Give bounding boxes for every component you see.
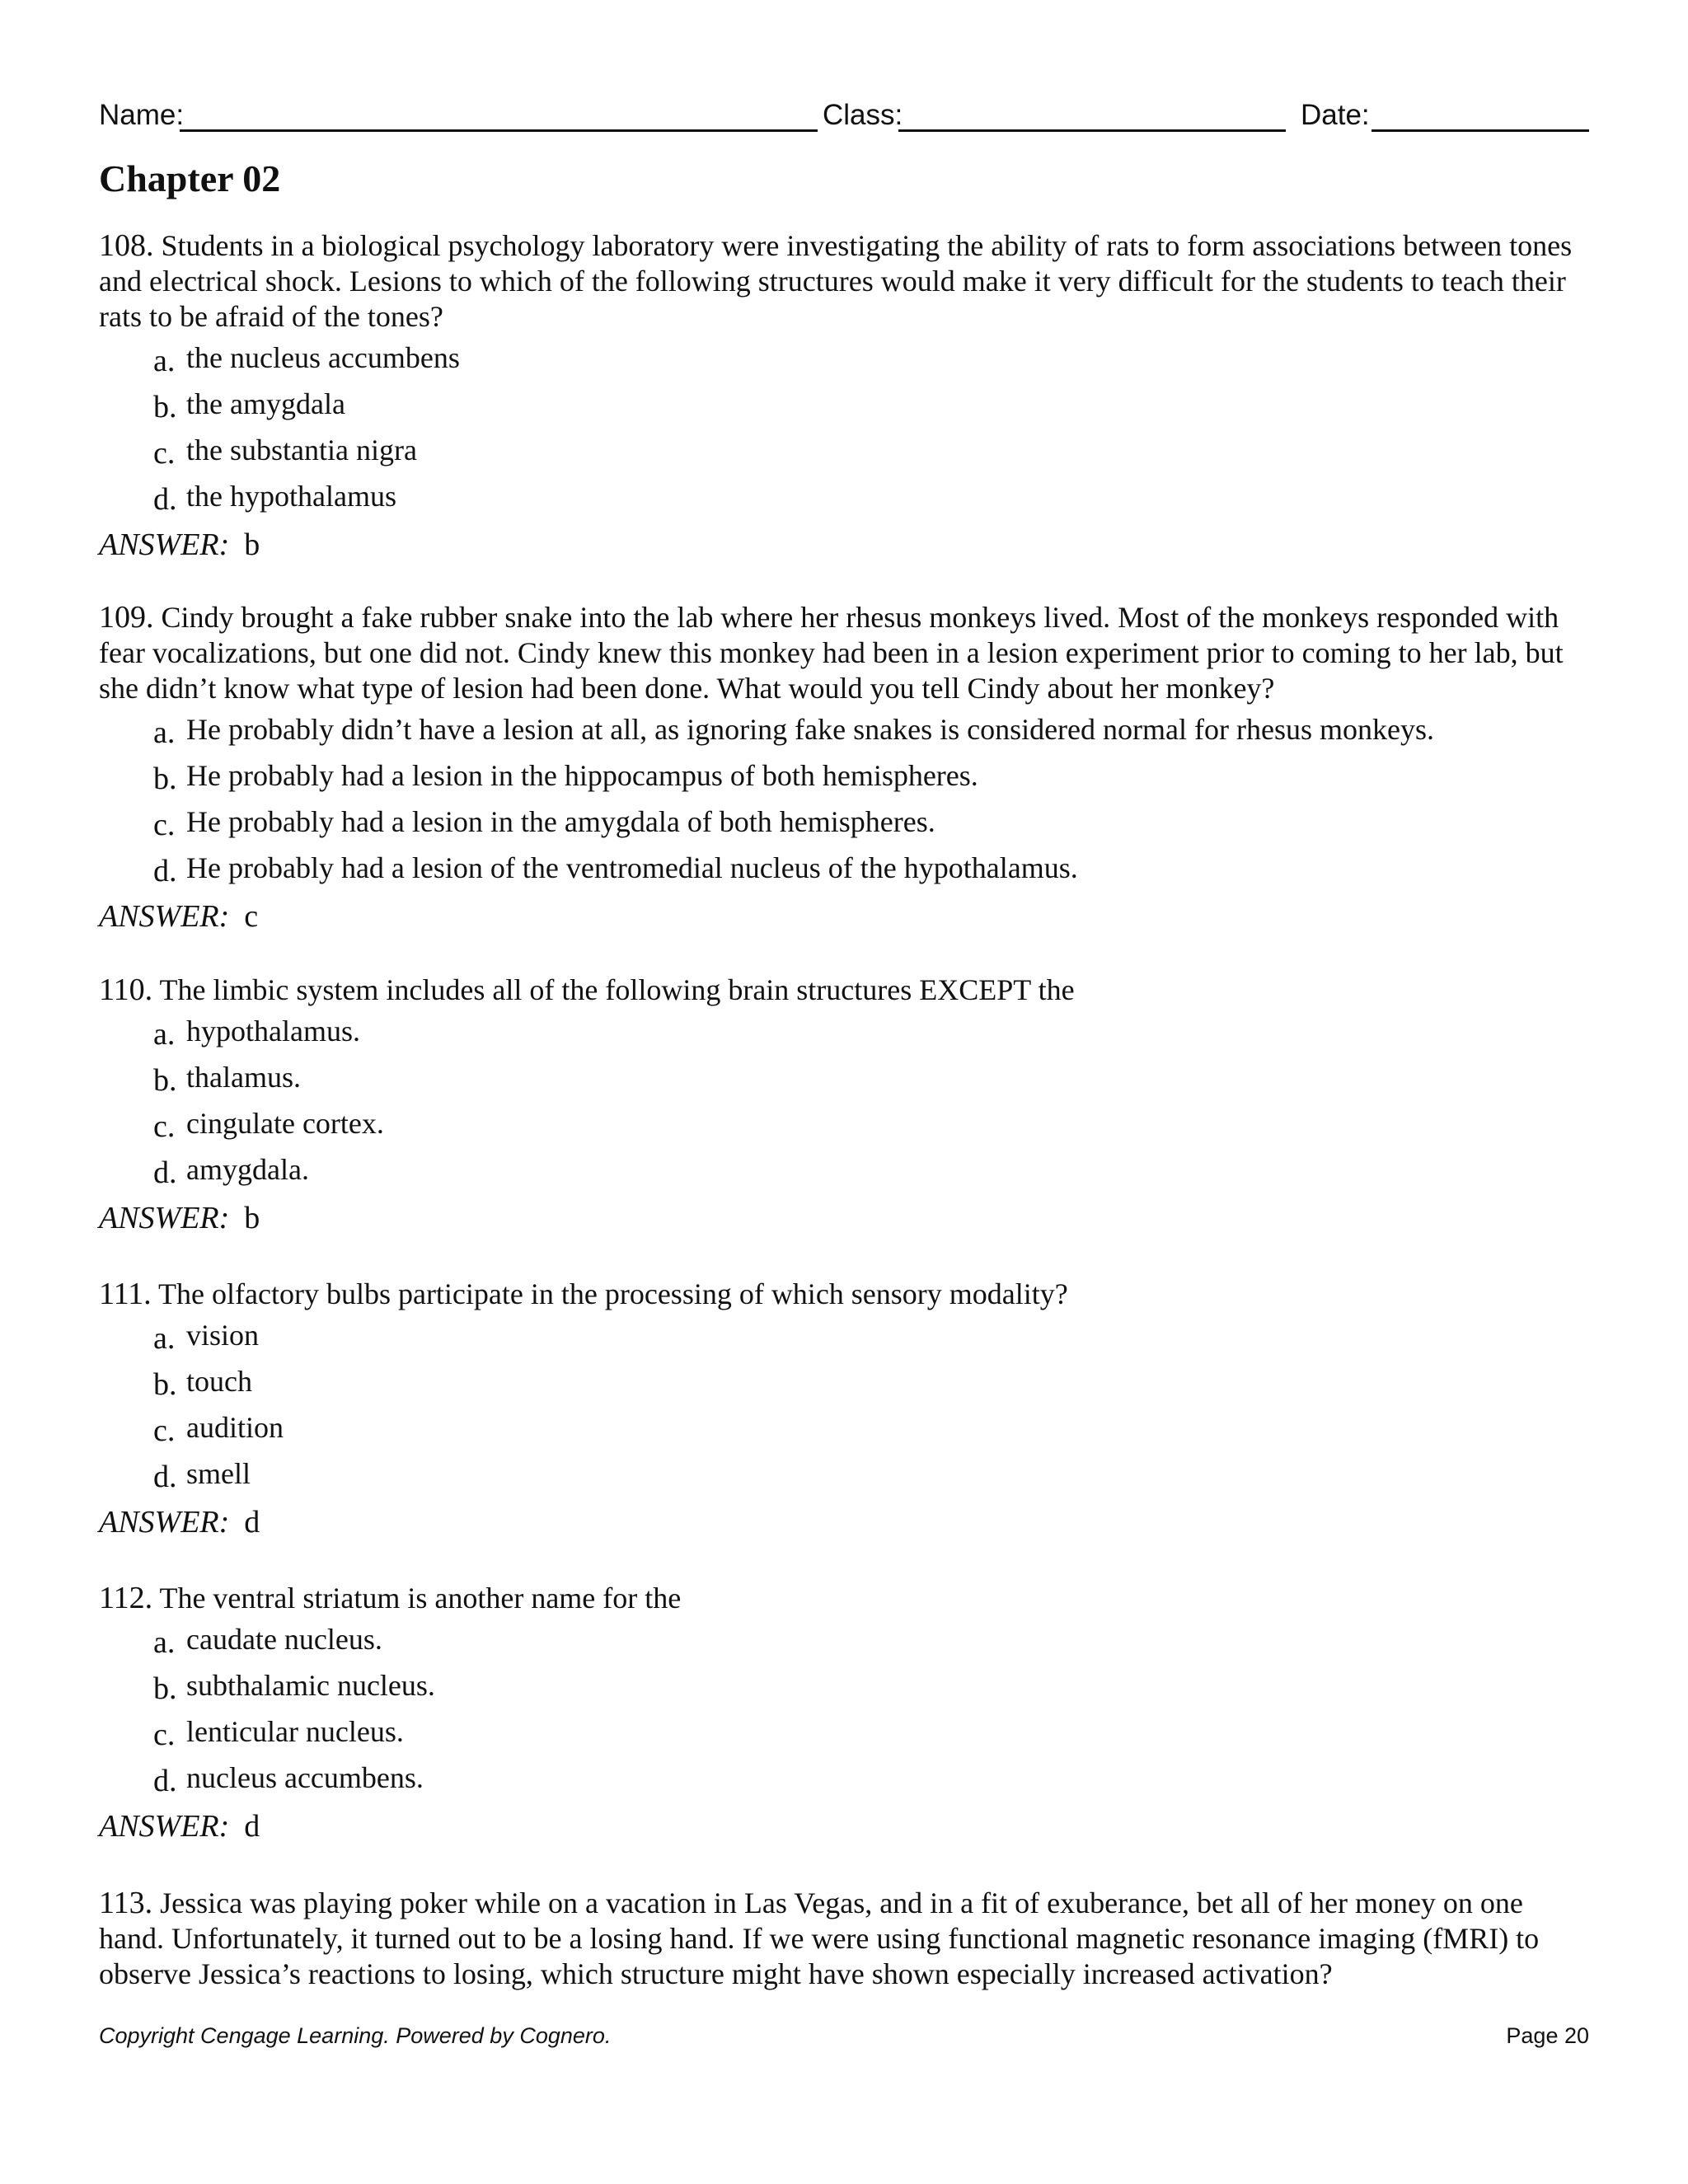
option-text: He probably had a lesion of the ventromedial nucleus of the hypothalamus.: [186, 851, 1078, 884]
option-letter: d.: [153, 1460, 177, 1494]
question-text: Cindy brought a fake rubber snake into the lab where her rhesus monkeys lived. Most of the monkeys responded with fear vocalizations, but one did not. Cindy knew this monkey had been in a lesion experiment prior to coming to her lab, but she didn’t know what type of lesion had been done. What would you tell Cindy about her monkey?: [99, 601, 1564, 705]
option-text: He probably had a lesion in the amygdala of both hemispheres.: [186, 805, 935, 838]
answer-value: d: [244, 1505, 260, 1540]
question-stem: [99, 1886, 1574, 1992]
option-c[interactable]: [99, 1713, 1574, 1760]
answer-options: [99, 711, 1574, 896]
option-letter: d.: [153, 1764, 177, 1798]
option-text: hypothalamus.: [186, 1015, 360, 1047]
option-text: the hypothalamus: [186, 480, 396, 513]
option-d[interactable]: [99, 1151, 1574, 1197]
option-text: lenticular nucleus.: [186, 1715, 404, 1748]
answer-value: c: [244, 899, 259, 934]
answer-label: ANSWER:: [99, 899, 230, 934]
question-number: 110.: [99, 972, 153, 1007]
date-field[interactable]: [1301, 96, 1589, 134]
question-number: 109.: [99, 600, 154, 635]
question-number: 112.: [99, 1581, 153, 1615]
option-text: audition: [186, 1411, 284, 1444]
option-letter: a.: [153, 1321, 176, 1356]
option-c[interactable]: [99, 1409, 1574, 1455]
option-letter: d.: [153, 854, 177, 888]
class-label: Class:: [823, 99, 903, 131]
option-text: the nucleus accumbens: [186, 341, 460, 374]
question-110: [99, 972, 1574, 1244]
question-number: 108.: [99, 228, 154, 263]
question-number: 111.: [99, 1277, 152, 1311]
answer-line: [99, 1502, 1574, 1548]
question-text: The olfactory bulbs participate in the processing of which sensory modality?: [158, 1277, 1068, 1310]
page-number: Page 20: [1506, 2023, 1589, 2048]
option-letter: c.: [153, 1718, 176, 1752]
option-letter: a.: [153, 1017, 176, 1052]
option-text: amygdala.: [186, 1153, 309, 1186]
option-a[interactable]: [99, 1621, 1574, 1667]
class-field[interactable]: [823, 96, 1286, 134]
answer-options: [99, 1013, 1574, 1197]
option-c[interactable]: [99, 1105, 1574, 1151]
question-text: Students in a biological psychology laboratory were investigating the ability of rats to form associations between tones and electrical shock. Lesions to which of the following structures would make it very difficult for the students to teach their rats to be afraid of the tones?: [99, 229, 1573, 333]
option-text: subthalamic nucleus.: [186, 1669, 435, 1702]
page-footer: [99, 2023, 1589, 2056]
option-a[interactable]: [99, 1013, 1574, 1059]
option-letter: c.: [153, 436, 176, 471]
name-field[interactable]: [99, 96, 818, 134]
question-111: [99, 1277, 1574, 1548]
question-stem: [99, 972, 1574, 1008]
class-blank-line: [898, 129, 1286, 132]
date-blank-line: [1372, 129, 1589, 132]
student-info-header: [99, 96, 1589, 137]
question-stem: [99, 600, 1574, 706]
answer-line: [99, 1806, 1574, 1852]
option-a[interactable]: [99, 711, 1574, 757]
option-b[interactable]: [99, 1059, 1574, 1105]
question-108: [99, 228, 1574, 570]
option-letter: a.: [153, 344, 176, 378]
question-109: [99, 600, 1574, 942]
option-d[interactable]: [99, 1455, 1574, 1502]
option-text: He probably had a lesion in the hippocampus of both hemispheres.: [186, 759, 978, 792]
answer-options: [99, 1621, 1574, 1806]
option-letter: d.: [153, 1155, 177, 1190]
option-letter: b.: [153, 762, 177, 796]
option-letter: d.: [153, 482, 177, 517]
chapter-title: Chapter 02: [99, 157, 281, 199]
answer-options: [99, 1317, 1574, 1502]
option-d[interactable]: [99, 478, 1574, 524]
question-text: The ventral striatum is another name for the: [159, 1582, 682, 1615]
option-c[interactable]: [99, 804, 1574, 850]
option-b[interactable]: [99, 757, 1574, 804]
option-letter: b.: [153, 1367, 177, 1402]
option-b[interactable]: [99, 1363, 1574, 1409]
option-c[interactable]: [99, 432, 1574, 478]
answer-line: [99, 524, 1574, 570]
option-text: the amygdala: [186, 387, 345, 420]
option-letter: c.: [153, 1413, 176, 1448]
option-text: cingulate cortex.: [186, 1107, 384, 1140]
answer-value: d: [244, 1809, 260, 1844]
answer-line: [99, 896, 1574, 942]
answer-label: ANSWER:: [99, 1505, 230, 1540]
question-113: [99, 1886, 1574, 1992]
option-d[interactable]: [99, 1760, 1574, 1806]
option-letter: a.: [153, 715, 176, 750]
option-letter: a.: [153, 1625, 176, 1660]
option-text: He probably didn’t have a lesion at all, as ignoring fake snakes is considered normal for rhesus monkeys.: [186, 713, 1434, 746]
option-text: thalamus.: [186, 1061, 301, 1094]
option-letter: b.: [153, 1063, 177, 1098]
option-b[interactable]: [99, 386, 1574, 432]
question-text: The limbic system includes all of the following brain structures EXCEPT the: [159, 973, 1075, 1006]
option-d[interactable]: [99, 850, 1574, 896]
answer-options: [99, 340, 1574, 524]
option-text: the substantia nigra: [186, 434, 417, 466]
answer-label: ANSWER:: [99, 1201, 230, 1235]
option-a[interactable]: [99, 340, 1574, 386]
option-b[interactable]: [99, 1667, 1574, 1713]
option-text: caudate nucleus.: [186, 1623, 382, 1656]
question-number: 113.: [99, 1886, 153, 1920]
option-text: smell: [186, 1457, 251, 1490]
option-text: vision: [186, 1319, 260, 1352]
option-a[interactable]: [99, 1317, 1574, 1363]
question-stem: [99, 228, 1574, 335]
copyright-notice: Copyright Cengage Learning. Powered by Cognero.: [99, 2023, 612, 2048]
question-text: Jessica was playing poker while on a vacation in Las Vegas, and in a fit of exuberance, bet all of her money on one hand. Unfortunately, it turned out to be a losing hand. If we were using functional magnetic resonance imaging (fMRI) to observe Jessica’s reactions to losing, which structure might have shown especially increased activation?: [99, 1886, 1540, 1990]
name-label: Name:: [99, 99, 185, 131]
answer-line: [99, 1197, 1574, 1244]
answer-label: ANSWER:: [99, 1809, 230, 1844]
option-letter: c.: [153, 1109, 176, 1144]
option-letter: b.: [153, 390, 177, 424]
option-text: touch: [186, 1365, 252, 1398]
question-stem: [99, 1581, 1574, 1616]
option-letter: c.: [153, 808, 176, 842]
question-stem: [99, 1277, 1574, 1312]
answer-value: b: [244, 527, 260, 562]
answer-label: ANSWER:: [99, 527, 230, 562]
question-112: [99, 1581, 1574, 1852]
option-text: nucleus accumbens.: [186, 1761, 424, 1794]
answer-value: b: [244, 1201, 260, 1235]
name-blank-line: [180, 129, 818, 132]
date-label: Date:: [1301, 99, 1370, 131]
option-letter: b.: [153, 1671, 177, 1706]
